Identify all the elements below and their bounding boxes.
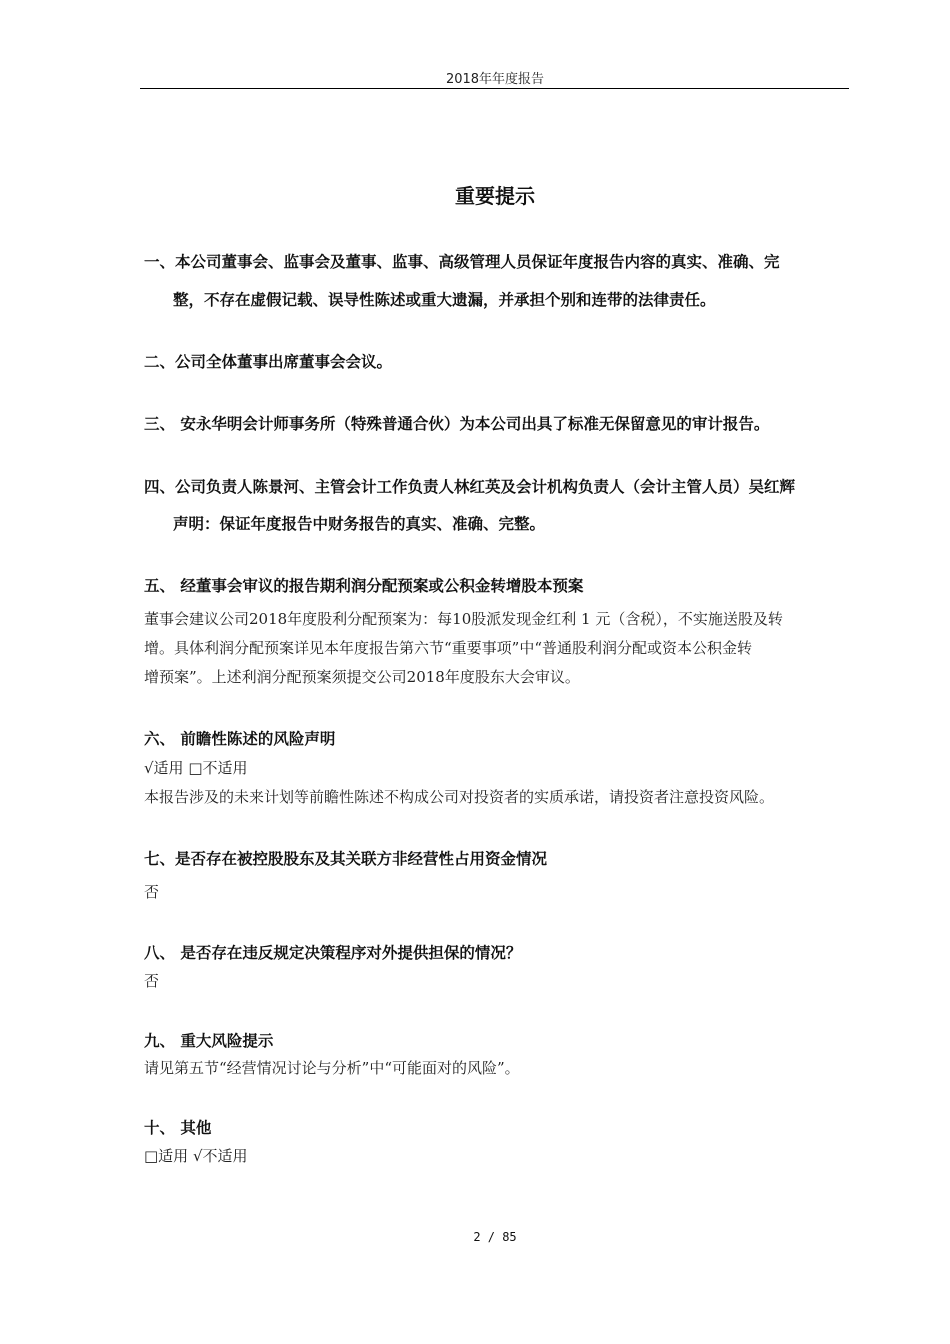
section-5-body-2: 增。具体利润分配预案详见本年度报告第六节“重要事项”中“普通股利润分配或资本公积金转 bbox=[144, 639, 753, 657]
section-3: 三、 安永华明会计师事务所（特殊普通合伙）为本公司出具了标准无保留意见的审计报告。 bbox=[144, 415, 770, 433]
section-4-line-2: 声明：保证年度报告中财务报告的真实、准确、完整。 bbox=[173, 515, 546, 533]
section-6-body: 本报告涉及的未来计划等前瞻性陈述不构成公司对投资者的实质承诺，请投资者注意投资风险。 bbox=[144, 788, 775, 806]
section-5-body-1: 董事会建议公司2018年度股利分配预案为：每10股派发现金红利 1 元（含税），不实施送股及转 bbox=[144, 610, 783, 628]
section-8-heading: 八、 是否存在违反规定决策程序对外提供担保的情况？ bbox=[144, 944, 522, 962]
header-rule bbox=[140, 88, 849, 89]
page-title: 重要提示 bbox=[455, 184, 535, 208]
section-1-line-1: 一、本公司董事会、监事会及董事、监事、高级管理人员保证年度报告内容的真实、准确、完 bbox=[144, 253, 780, 271]
page-number: 2 / 85 bbox=[473, 1230, 517, 1244]
section-4-line-1: 四、公司负责人陈景河、主管会计工作负责人林红英及会计机构负责人（会计主管人员）吴红辉 bbox=[144, 478, 796, 496]
section-8-answer: 否 bbox=[144, 972, 160, 990]
section-9-body: 请见第五节“经营情况讨论与分析”中“可能面对的风险”。 bbox=[144, 1059, 520, 1077]
section-10-options: □适用 √不适用 bbox=[144, 1147, 248, 1165]
section-7-answer: 否 bbox=[144, 883, 160, 901]
page-header: 2018年年度报告 bbox=[445, 72, 545, 87]
section-6-options: √适用 □不适用 bbox=[144, 759, 248, 777]
section-7-heading: 七、是否存在被控股股东及其关联方非经营性占用资金情况 bbox=[144, 850, 548, 868]
section-2: 二、公司全体董事出席董事会会议。 bbox=[144, 353, 393, 371]
section-1-line-2: 整，不存在虚假记载、误导性陈述或重大遗漏，并承担个别和连带的法律责任。 bbox=[173, 291, 716, 309]
section-5-body-3: 增预案”。上述利润分配预案须提交公司2018年度股东大会审议。 bbox=[144, 668, 580, 686]
section-10-heading: 十、 其他 bbox=[144, 1119, 212, 1137]
section-9-heading: 九、 重大风险提示 bbox=[144, 1032, 274, 1050]
section-5-heading: 五、 经董事会审议的报告期利润分配预案或公积金转增股本预案 bbox=[144, 577, 584, 595]
section-6-heading: 六、 前瞻性陈述的风险声明 bbox=[144, 730, 336, 748]
